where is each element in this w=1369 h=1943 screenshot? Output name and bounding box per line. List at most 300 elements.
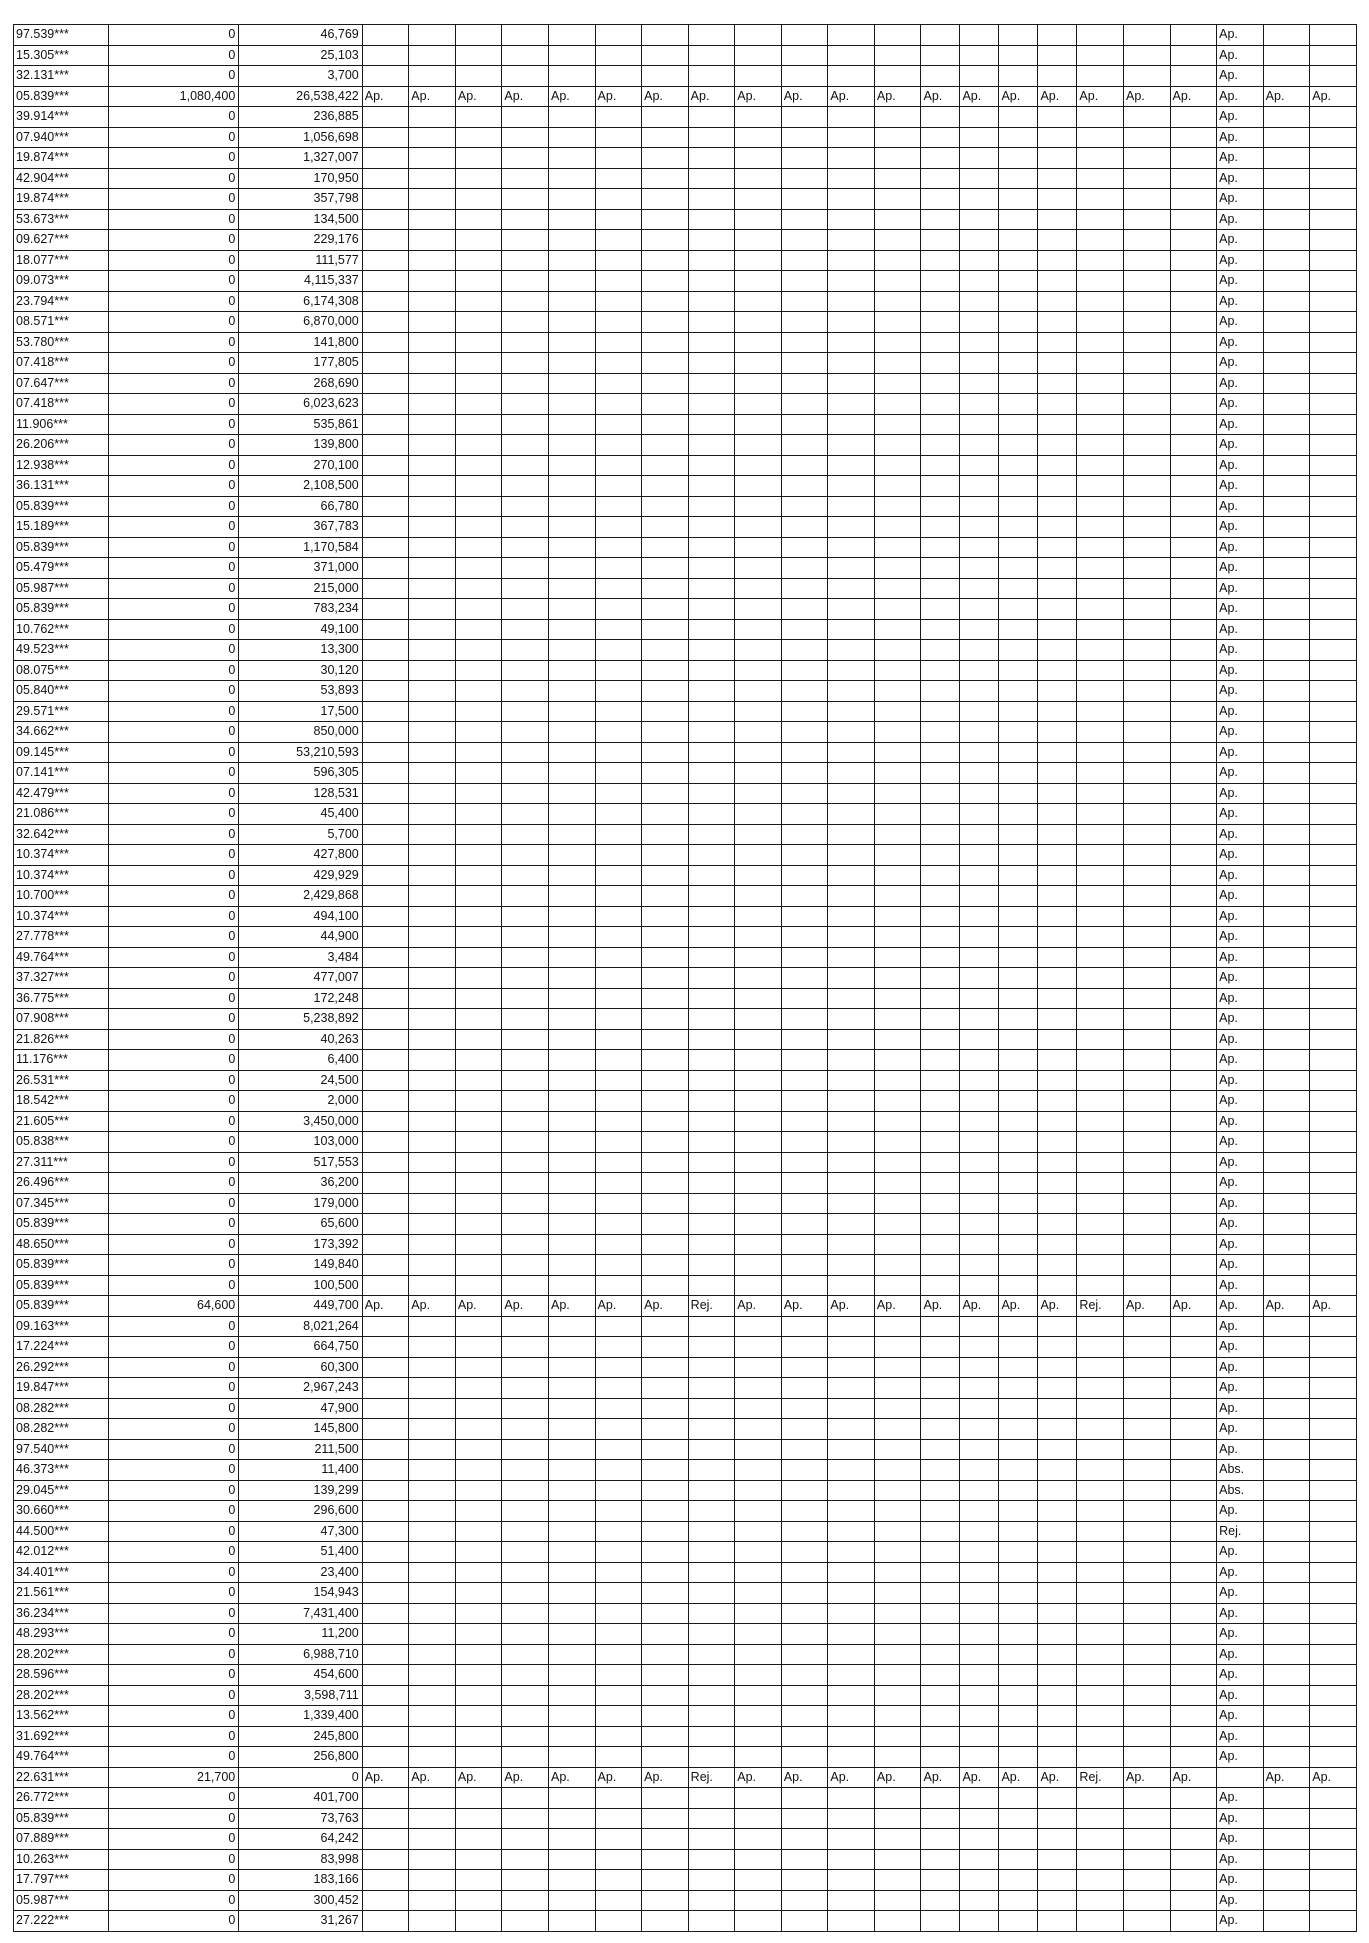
- vote-cell: [781, 1234, 828, 1255]
- vote-cell: [642, 1234, 689, 1255]
- vote-cell: [828, 763, 875, 784]
- extra-vote-cell: [1310, 250, 1357, 271]
- vote-cell: [548, 906, 595, 927]
- vote-cell: [781, 1029, 828, 1050]
- vote-cell: [688, 496, 735, 517]
- vote-cell: [781, 148, 828, 169]
- vote-cell: [921, 1870, 960, 1891]
- vote-cell: [1123, 1398, 1170, 1419]
- vote-cell: [735, 947, 782, 968]
- vote-cell: [595, 988, 642, 1009]
- vote-cell: [999, 701, 1038, 722]
- vote-cell: [455, 271, 502, 292]
- vote-cell: [362, 1398, 409, 1419]
- row-id-cell: 37.327***: [14, 968, 109, 989]
- amount-b-cell: 139,299: [239, 1480, 362, 1501]
- vote-cell: [874, 578, 921, 599]
- vote-cell: [548, 927, 595, 948]
- vote-cell: [781, 927, 828, 948]
- vote-cell: [960, 1747, 999, 1768]
- vote-cell: [1038, 25, 1077, 46]
- vote-cell: [409, 1726, 456, 1747]
- vote-cell: [960, 414, 999, 435]
- vote-cell: [409, 517, 456, 538]
- vote-cell: [409, 455, 456, 476]
- vote-cell: [502, 988, 549, 1009]
- vote-cell: [828, 906, 875, 927]
- vote-cell: [502, 1829, 549, 1850]
- vote-cell: [1038, 189, 1077, 210]
- vote-cell: Ap.: [1123, 1767, 1170, 1788]
- vote-cell: [874, 271, 921, 292]
- vote-cell: [1170, 25, 1217, 46]
- vote-cell: [960, 1398, 999, 1419]
- vote-cell: [455, 1419, 502, 1440]
- vote-cell: [874, 1501, 921, 1522]
- vote-cell: [548, 1419, 595, 1440]
- vote-cell: [999, 209, 1038, 230]
- amount-b-cell: 2,967,243: [239, 1378, 362, 1399]
- vote-cell: [999, 578, 1038, 599]
- vote-cell: [1170, 845, 1217, 866]
- table-row: [14, 927, 1357, 948]
- final-vote-cell: Ap.: [1217, 1501, 1264, 1522]
- vote-cell: [960, 1193, 999, 1214]
- vote-cell: [688, 1788, 735, 1809]
- vote-cell: [548, 496, 595, 517]
- vote-cell: [409, 1132, 456, 1153]
- vote-cell: [1170, 1316, 1217, 1337]
- vote-cell: [874, 906, 921, 927]
- vote-cell: [1170, 1173, 1217, 1194]
- vote-cell: [362, 414, 409, 435]
- amount-a-cell: 0: [109, 1562, 239, 1583]
- vote-cell: [642, 230, 689, 251]
- vote-cell: [455, 701, 502, 722]
- vote-cell: [874, 291, 921, 312]
- vote-cell: [455, 1070, 502, 1091]
- vote-cell: [1077, 230, 1124, 251]
- amount-b-cell: 429,929: [239, 865, 362, 886]
- vote-cell: [999, 763, 1038, 784]
- table-row: [14, 1234, 1357, 1255]
- table-row: [14, 107, 1357, 128]
- vote-cell: [1170, 1419, 1217, 1440]
- vote-cell: [409, 804, 456, 825]
- extra-vote-cell: [1310, 1234, 1357, 1255]
- vote-cell: [960, 1685, 999, 1706]
- vote-cell: [409, 332, 456, 353]
- extra-vote-cell: [1263, 1788, 1310, 1809]
- table-row: [14, 558, 1357, 579]
- vote-cell: [921, 394, 960, 415]
- final-vote-cell: Ap.: [1217, 455, 1264, 476]
- vote-cell: [960, 722, 999, 743]
- vote-cell: [1077, 1029, 1124, 1050]
- vote-cell: [595, 1234, 642, 1255]
- row-id-cell: 11.176***: [14, 1050, 109, 1071]
- final-vote-cell: Ap.: [1217, 1173, 1264, 1194]
- vote-cell: [921, 1214, 960, 1235]
- vote-cell: [1123, 189, 1170, 210]
- vote-cell: [781, 209, 828, 230]
- extra-vote-cell: [1310, 1214, 1357, 1235]
- vote-cell: [688, 558, 735, 579]
- vote-cell: [455, 886, 502, 907]
- vote-cell: Ap.: [502, 1296, 549, 1317]
- vote-cell: [960, 476, 999, 497]
- vote-cell: [409, 1357, 456, 1378]
- vote-cell: [1038, 1439, 1077, 1460]
- vote-cell: [874, 1214, 921, 1235]
- extra-vote-cell: [1263, 189, 1310, 210]
- row-id-cell: 19.874***: [14, 189, 109, 210]
- vote-cell: [921, 1398, 960, 1419]
- vote-cell: [595, 435, 642, 456]
- vote-cell: [548, 1234, 595, 1255]
- row-id-cell: 49.523***: [14, 640, 109, 661]
- vote-cell: [362, 1890, 409, 1911]
- extra-vote-cell: [1263, 476, 1310, 497]
- vote-cell: [735, 968, 782, 989]
- amount-b-cell: 3,484: [239, 947, 362, 968]
- vote-cell: [455, 1562, 502, 1583]
- vote-cell: [548, 1050, 595, 1071]
- table-row: [14, 1685, 1357, 1706]
- vote-cell: [735, 1870, 782, 1891]
- vote-cell: [455, 414, 502, 435]
- row-id-cell: 34.401***: [14, 1562, 109, 1583]
- extra-vote-cell: [1310, 886, 1357, 907]
- vote-cell: [548, 1870, 595, 1891]
- vote-cell: [409, 1624, 456, 1645]
- table-row: [14, 414, 1357, 435]
- vote-cell: [781, 1706, 828, 1727]
- vote-cell: [595, 701, 642, 722]
- table-row: [14, 1460, 1357, 1481]
- vote-cell: [735, 25, 782, 46]
- vote-cell: Ap.: [362, 1296, 409, 1317]
- vote-cell: [735, 414, 782, 435]
- extra-vote-cell: [1310, 455, 1357, 476]
- amount-b-cell: 2,108,500: [239, 476, 362, 497]
- vote-cell: [1123, 1152, 1170, 1173]
- vote-cell: [642, 1357, 689, 1378]
- final-vote-cell: Ap.: [1217, 701, 1264, 722]
- vote-cell: [735, 1029, 782, 1050]
- final-vote-cell: Ap.: [1217, 45, 1264, 66]
- vote-cell: [921, 1829, 960, 1850]
- vote-cell: [921, 660, 960, 681]
- vote-cell: [642, 804, 689, 825]
- vote-cell: [1077, 763, 1124, 784]
- final-vote-cell: Ap.: [1217, 1562, 1264, 1583]
- vote-cell: [595, 25, 642, 46]
- amount-a-cell: 0: [109, 1029, 239, 1050]
- vote-cell: [999, 353, 1038, 374]
- vote-cell: [735, 1501, 782, 1522]
- vote-cell: [455, 1726, 502, 1747]
- amount-a-cell: 0: [109, 394, 239, 415]
- final-vote-cell: Ap.: [1217, 1890, 1264, 1911]
- extra-vote-cell: [1310, 660, 1357, 681]
- vote-cell: [1123, 1706, 1170, 1727]
- final-vote-cell: Ap.: [1217, 127, 1264, 148]
- final-vote-cell: Ap.: [1217, 230, 1264, 251]
- extra-vote-cell: [1310, 414, 1357, 435]
- vote-cell: [828, 968, 875, 989]
- vote-cell: [1077, 414, 1124, 435]
- row-id-cell: 10.374***: [14, 845, 109, 866]
- extra-vote-cell: [1310, 1521, 1357, 1542]
- vote-cell: [548, 1152, 595, 1173]
- extra-vote-cell: [1263, 1542, 1310, 1563]
- extra-vote-cell: [1263, 250, 1310, 271]
- vote-cell: [921, 1193, 960, 1214]
- vote-cell: [455, 476, 502, 497]
- vote-cell: Ap.: [409, 1296, 456, 1317]
- vote-cell: [455, 1398, 502, 1419]
- vote-cell: [960, 804, 999, 825]
- row-id-cell: 44.500***: [14, 1521, 109, 1542]
- vote-cell: [688, 209, 735, 230]
- vote-cell: [595, 804, 642, 825]
- vote-cell: Ap.: [874, 86, 921, 107]
- vote-cell: [874, 1357, 921, 1378]
- extra-vote-cell: [1263, 1132, 1310, 1153]
- vote-cell: [1038, 640, 1077, 661]
- vote-cell: [960, 291, 999, 312]
- vote-cell: [960, 1706, 999, 1727]
- extra-vote-cell: [1263, 681, 1310, 702]
- table-row: [14, 742, 1357, 763]
- vote-cell: [1038, 865, 1077, 886]
- vote-cell: [874, 1808, 921, 1829]
- vote-cell: [362, 127, 409, 148]
- vote-cell: [362, 1193, 409, 1214]
- vote-cell: [409, 681, 456, 702]
- vote-cell: Rej.: [688, 1296, 735, 1317]
- vote-cell: [999, 1152, 1038, 1173]
- vote-cell: [960, 845, 999, 866]
- vote-cell: [874, 517, 921, 538]
- vote-cell: [502, 1521, 549, 1542]
- vote-cell: Ap.: [781, 1767, 828, 1788]
- vote-cell: [595, 1480, 642, 1501]
- vote-cell: [781, 1644, 828, 1665]
- extra-vote-cell: [1310, 537, 1357, 558]
- vote-cell: [1170, 209, 1217, 230]
- table-row: [14, 865, 1357, 886]
- amount-a-cell: 0: [109, 1808, 239, 1829]
- vote-cell: [455, 1193, 502, 1214]
- vote-cell: [502, 373, 549, 394]
- vote-cell: [735, 1357, 782, 1378]
- vote-cell: [828, 1460, 875, 1481]
- amount-b-cell: 145,800: [239, 1419, 362, 1440]
- vote-cell: [362, 148, 409, 169]
- vote-cell: [502, 455, 549, 476]
- vote-cell: [548, 1091, 595, 1112]
- vote-cell: [960, 763, 999, 784]
- vote-cell: [828, 1706, 875, 1727]
- vote-cell: [1170, 1378, 1217, 1399]
- table-row: [14, 1173, 1357, 1194]
- vote-cell: [642, 1603, 689, 1624]
- vote-cell: [1170, 271, 1217, 292]
- amount-b-cell: 517,553: [239, 1152, 362, 1173]
- vote-cell: [409, 927, 456, 948]
- vote-cell: [999, 1583, 1038, 1604]
- vote-cell: Ap.: [548, 1296, 595, 1317]
- vote-cell: [1077, 886, 1124, 907]
- vote-cell: [735, 886, 782, 907]
- vote-cell: [688, 45, 735, 66]
- vote-cell: [735, 845, 782, 866]
- vote-cell: [781, 1521, 828, 1542]
- table-row: [14, 1767, 1357, 1788]
- vote-cell: [548, 722, 595, 743]
- vote-cell: [1038, 332, 1077, 353]
- vote-cell: [999, 865, 1038, 886]
- vote-cell: [960, 1603, 999, 1624]
- amount-b-cell: 270,100: [239, 455, 362, 476]
- vote-cell: [688, 927, 735, 948]
- vote-cell: [781, 681, 828, 702]
- extra-vote-cell: [1263, 1255, 1310, 1276]
- vote-cell: [409, 1337, 456, 1358]
- vote-cell: [828, 1050, 875, 1071]
- vote-cell: [688, 1562, 735, 1583]
- final-vote-cell: Ap.: [1217, 1624, 1264, 1645]
- vote-cell: [502, 1070, 549, 1091]
- extra-vote-cell: [1310, 640, 1357, 661]
- vote-cell: [502, 804, 549, 825]
- vote-cell: [735, 1337, 782, 1358]
- final-vote-cell: Abs.: [1217, 1480, 1264, 1501]
- vote-cell: [502, 947, 549, 968]
- extra-vote-cell: [1263, 1890, 1310, 1911]
- vote-cell: [781, 1890, 828, 1911]
- vote-cell: [999, 1111, 1038, 1132]
- vote-cell: [548, 558, 595, 579]
- row-id-cell: 48.650***: [14, 1234, 109, 1255]
- vote-cell: Ap.: [362, 86, 409, 107]
- row-id-cell: 05.840***: [14, 681, 109, 702]
- vote-cell: [595, 537, 642, 558]
- amount-b-cell: 23,400: [239, 1562, 362, 1583]
- table-row: [14, 1501, 1357, 1522]
- vote-cell: [1123, 1726, 1170, 1747]
- final-vote-cell: Ap.: [1217, 1685, 1264, 1706]
- vote-cell: [999, 1480, 1038, 1501]
- vote-cell: [921, 1603, 960, 1624]
- vote-cell: [921, 230, 960, 251]
- vote-cell: [362, 804, 409, 825]
- amount-b-cell: 3,700: [239, 66, 362, 87]
- vote-cell: [409, 1316, 456, 1337]
- vote-cell: [735, 209, 782, 230]
- vote-cell: [688, 353, 735, 374]
- vote-cell: [362, 886, 409, 907]
- amount-b-cell: 357,798: [239, 189, 362, 210]
- vote-cell: [828, 168, 875, 189]
- vote-cell: [1170, 865, 1217, 886]
- vote-cell: [781, 1808, 828, 1829]
- vote-cell: [828, 1111, 875, 1132]
- vote-cell: [1123, 906, 1170, 927]
- vote-cell: [921, 865, 960, 886]
- vote-cell: [1077, 1583, 1124, 1604]
- extra-vote-cell: Ap.: [1263, 86, 1310, 107]
- vote-cell: [960, 455, 999, 476]
- vote-cell: [874, 1132, 921, 1153]
- vote-cell: [781, 578, 828, 599]
- vote-cell: [502, 476, 549, 497]
- vote-cell: Ap.: [874, 1296, 921, 1317]
- vote-cell: [999, 1747, 1038, 1768]
- vote-cell: [921, 1337, 960, 1358]
- vote-cell: [960, 865, 999, 886]
- amount-b-cell: 53,893: [239, 681, 362, 702]
- vote-cell: [781, 558, 828, 579]
- vote-cell: [1123, 1603, 1170, 1624]
- final-vote-cell: Ap.: [1217, 660, 1264, 681]
- extra-vote-cell: [1310, 824, 1357, 845]
- vote-cell: [828, 107, 875, 128]
- vote-cell: [409, 1091, 456, 1112]
- vote-cell: [828, 619, 875, 640]
- vote-cell: [595, 1706, 642, 1727]
- vote-cell: [455, 1665, 502, 1686]
- vote-cell: [828, 373, 875, 394]
- vote-cell: [409, 271, 456, 292]
- vote-cell: [409, 763, 456, 784]
- vote-cell: [502, 1234, 549, 1255]
- row-id-cell: 07.908***: [14, 1009, 109, 1030]
- final-vote-cell: Ap.: [1217, 1214, 1264, 1235]
- vote-cell: [548, 66, 595, 87]
- vote-cell: [455, 947, 502, 968]
- vote-cell: [999, 1193, 1038, 1214]
- vote-cell: [1077, 537, 1124, 558]
- vote-cell: [362, 209, 409, 230]
- amount-b-cell: 1,170,584: [239, 537, 362, 558]
- vote-cell: [688, 886, 735, 907]
- row-id-cell: 09.627***: [14, 230, 109, 251]
- vote-cell: [1077, 1193, 1124, 1214]
- vote-cell: [999, 537, 1038, 558]
- vote-cell: [828, 1439, 875, 1460]
- row-id-cell: 05.839***: [14, 1296, 109, 1317]
- vote-cell: [548, 1521, 595, 1542]
- vote-cell: [688, 250, 735, 271]
- vote-cell: [502, 845, 549, 866]
- vote-cell: [362, 66, 409, 87]
- vote-cell: [1123, 250, 1170, 271]
- vote-cell: [735, 1542, 782, 1563]
- vote-cell: [688, 1624, 735, 1645]
- row-id-cell: 05.839***: [14, 496, 109, 517]
- vote-cell: [874, 824, 921, 845]
- vote-cell: [409, 1911, 456, 1932]
- vote-cell: [874, 558, 921, 579]
- vote-cell: [735, 537, 782, 558]
- vote-cell: [781, 1583, 828, 1604]
- vote-cell: [1123, 988, 1170, 1009]
- vote-cell: [921, 1029, 960, 1050]
- row-id-cell: 19.874***: [14, 148, 109, 169]
